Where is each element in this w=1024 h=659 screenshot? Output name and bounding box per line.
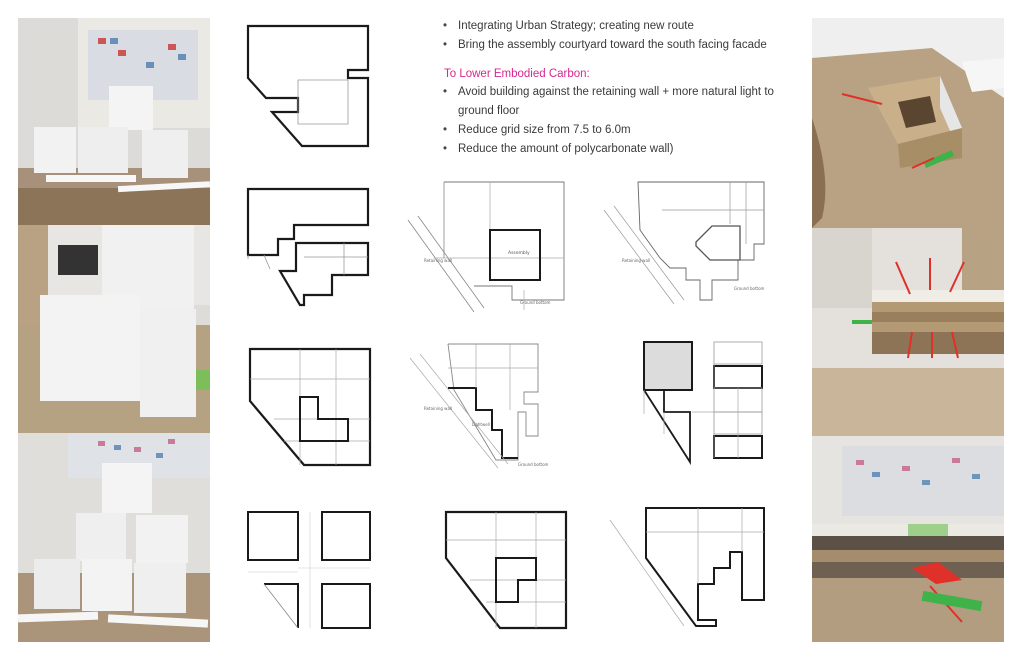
sketch-2c-right-label: Ground bottom — [734, 286, 765, 291]
sketch-3a-grid-plan — [244, 345, 376, 469]
sketch-2c-left-label: Retaining wall — [622, 258, 651, 263]
model-photo-cardboard-courtyard — [812, 18, 1004, 228]
carbon-point-list — [438, 83, 778, 159]
intro-point-list — [438, 17, 778, 55]
sketch-3b-bottom-label: Ground bottom — [518, 462, 549, 467]
sketch-2b-bottom-label: Ground bottom — [520, 300, 551, 305]
intro-point: • Integrating Urban Strategy; creating new route — [438, 17, 778, 36]
carbon-heading: To Lower Embodied Carbon: — [444, 68, 590, 80]
model-photo-section-route — [812, 436, 1004, 642]
sketch-3b-mid-label: Lightwell — [472, 422, 490, 427]
design-notes — [438, 17, 778, 159]
model-photo-large-cubes — [18, 225, 210, 433]
sketch-2b-left-label: Retaining wall — [424, 258, 453, 263]
carbon-point: • Reduce the amount of polycarbonate wall) — [438, 140, 778, 159]
carbon-point: • Avoid building against the retaining wall + more natural light to ground floor — [438, 83, 778, 121]
sketch-2c-plan — [600, 180, 770, 312]
model-photo-section-light — [812, 228, 1004, 436]
sketch-3b-lightwell-plan — [406, 340, 572, 470]
model-photo-cube-pyramid — [18, 433, 210, 642]
sketch-3c-split-blocks — [634, 338, 770, 466]
sketch-2b-room-label: Assembly — [508, 251, 530, 256]
sketch-2a-massing — [244, 185, 374, 315]
model-photo-stacked-cubes — [18, 18, 210, 225]
sketch-4a-split-plan — [244, 508, 376, 632]
carbon-point: • Reduce grid size from 7.5 to 6.0m — [438, 121, 778, 140]
sketch-1a-massing — [244, 20, 374, 152]
sketch-3b-left-label: Retaining wall — [424, 406, 453, 411]
sketch-4c-final-plan — [606, 502, 772, 632]
intro-point: • Bring the assembly courtyard toward the south facing facade — [438, 36, 778, 55]
sketch-2b-assembly-plan — [404, 180, 574, 316]
sketch-4b-final-plan — [440, 506, 572, 632]
